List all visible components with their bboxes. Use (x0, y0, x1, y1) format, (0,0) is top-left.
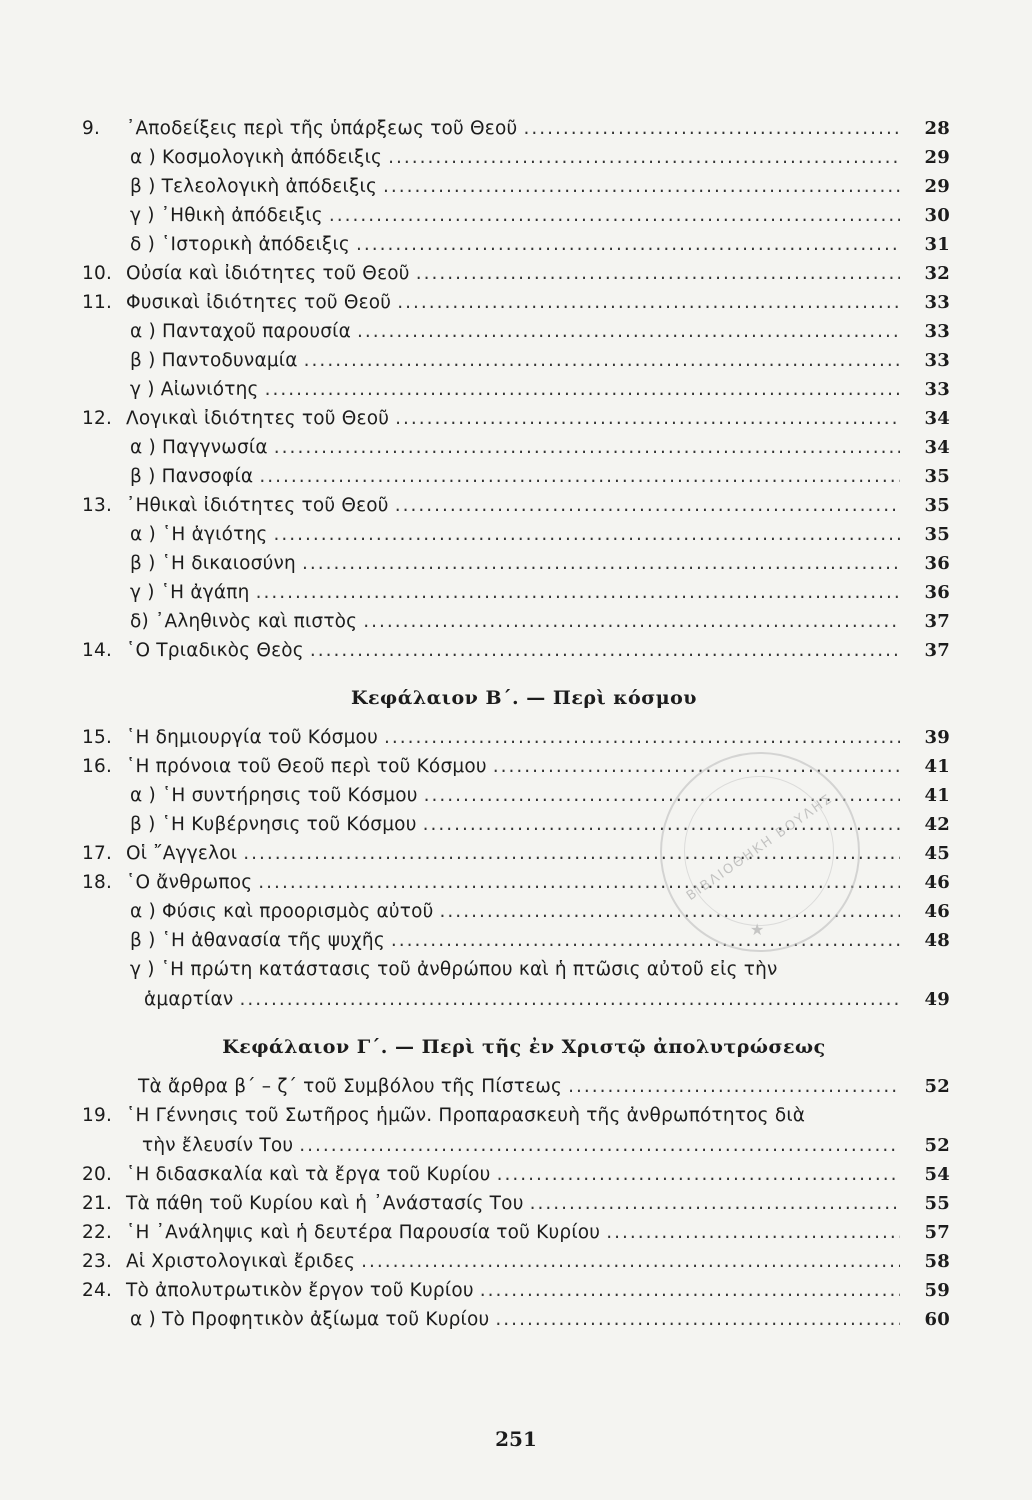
toc-entry (82, 1309, 950, 1338)
toc-entry-text: Οὐσία καὶ ἰδιότητες τοῦ Θεοῦ (126, 263, 410, 284)
chapter-heading-c: Κεφάλαιον Γ΄. — Περὶ τῆς ἐν Χριστῷ ἀπολυτρώσεως (222, 1036, 826, 1058)
toc-entry-text: Αἱ Χριστολογικαὶ ἔριδες (126, 1251, 356, 1272)
toc-page-number: 28 (924, 118, 950, 139)
toc-entry-text: Φυσικαὶ ἰδιότητες τοῦ Θεοῦ (126, 292, 392, 313)
leader-dots (416, 263, 900, 284)
toc-section-redemption (82, 1164, 950, 1338)
leader-dots (361, 1251, 900, 1272)
leader-dots (357, 321, 900, 342)
toc-entry-text: ῾Η Γέννησις τοῦ Σωτῆρος ἡμῶν. Προπαρασκευὴ τῆς ἀνθρωπότητος διὰ (126, 1105, 806, 1126)
toc-entry (82, 1164, 950, 1193)
toc-entry-text: β ) Πανσοφία (130, 466, 254, 487)
leader-dots (265, 379, 900, 400)
leader-dots (384, 727, 900, 748)
toc-page-number: 35 (924, 495, 950, 516)
toc-page-number: 36 (924, 582, 950, 603)
toc-entry-text: ῾Η ᾿Ανάληψις καὶ ἡ δευτέρα Παρουσία τοῦ Κυρίου (126, 1222, 601, 1243)
toc-page-number: 34 (924, 437, 950, 458)
toc-entry (82, 553, 950, 582)
toc-page-number: 41 (924, 785, 950, 806)
toc-entry (82, 234, 950, 263)
toc-entry-text: ῾Ο Τριαδικὸς Θεὸς (126, 640, 304, 661)
toc-entry (82, 1193, 950, 1222)
page-number: 251 (495, 1427, 537, 1451)
leader-dots (304, 350, 900, 371)
toc-entry (82, 495, 950, 524)
leader-dots (256, 582, 900, 603)
toc-entry-text: ῾Η πρόνοια τοῦ Θεοῦ περὶ τοῦ Κόσμου (126, 756, 487, 777)
toc-entry-text: γ ) ᾿Ηθικὴ ἀπόδειξις (130, 205, 323, 226)
table-of-contents (82, 118, 950, 1338)
toc-entry (82, 1251, 950, 1280)
toc-page-number: 34 (924, 408, 950, 429)
toc-page-number: 29 (924, 176, 950, 197)
toc-entry-text: α ) Κοσμολογικὴ ἀπόδειξις (130, 147, 383, 168)
toc-page-number: 33 (924, 321, 950, 342)
toc-page-number: 29 (924, 147, 950, 168)
leader-dots (395, 408, 900, 429)
leader-dots (363, 611, 900, 632)
toc-entry (82, 379, 950, 408)
toc-page-number: 60 (924, 1309, 950, 1330)
toc-page-number: 48 (924, 930, 950, 951)
leader-dots (356, 234, 900, 255)
toc-entry-text: α ) Τὸ Προφητικὸν ἀξίωμα τοῦ Κυρίου (130, 1309, 490, 1330)
leader-dots (495, 1309, 900, 1330)
leader-dots (274, 437, 900, 458)
toc-entry (82, 263, 950, 292)
toc-page-number: 57 (924, 1222, 950, 1243)
toc-entry (82, 1280, 950, 1309)
toc-entry (82, 1222, 950, 1251)
toc-entry-number: 20. (82, 1164, 113, 1185)
toc-entry-number: 23. (82, 1251, 113, 1272)
toc-entry-text: Οἱ ῎Αγγελοι (126, 843, 238, 864)
toc-page-number: 33 (924, 350, 950, 371)
toc-entry-text: α ) ῾Η ἁγιότης (130, 524, 268, 545)
toc-page-number: 36 (924, 553, 950, 574)
toc-entry-text: Λογικαὶ ἰδιότητες τοῦ Θεοῦ (126, 408, 390, 429)
toc-entry-text: ῾Η δημιουργία τοῦ Κόσμου (126, 727, 378, 748)
toc-entry-number: 18. (82, 872, 113, 893)
toc-entry-text: δ ) ῾Ιστορικὴ ἀπόδειξις (130, 234, 350, 255)
toc-entry-articles (82, 1076, 950, 1105)
toc-section-god (82, 118, 950, 669)
toc-entry (82, 582, 950, 611)
toc-entry-number: 9. (82, 118, 101, 139)
toc-entry-number: 24. (82, 1280, 113, 1301)
stamp-text: ΒΙΒΛΙΟΘΗΚΗ ΒΟΥΛΗΣ (683, 791, 836, 904)
toc-entry-text: γ ) ῾Η πρώτη κατάστασις τοῦ ἀνθρώπου καὶ ἡ πτῶσις αὐτοῦ εἰς τὴν (130, 959, 778, 980)
toc-page-number: 30 (924, 205, 950, 226)
toc-entry-text: ᾿Ηθικαὶ ἰδιότητες τοῦ Θεοῦ (126, 495, 389, 516)
toc-page-number: 39 (924, 727, 950, 748)
toc-entry-text: β ) ῾Η δικαιοσύνη (130, 553, 296, 574)
toc-entry-number: 10. (82, 263, 113, 284)
toc-entry-18g-line1 (82, 959, 950, 989)
leader-dots (239, 989, 900, 1010)
toc-entry-text: α ) Πανταχοῦ παρουσία (130, 321, 352, 342)
toc-entry (82, 408, 950, 437)
toc-page-number: 59 (924, 1280, 950, 1301)
leader-dots (568, 1076, 900, 1097)
toc-entry-text: γ ) ῾Η ἀγάπη (130, 582, 250, 603)
toc-entry (82, 321, 950, 350)
toc-entry-number: 17. (82, 843, 113, 864)
toc-entry-text: τὴν ἔλευσίν Του (142, 1135, 294, 1156)
toc-entry-text: γ ) Αἰωνιότης (130, 379, 259, 400)
toc-page-number: 35 (924, 524, 950, 545)
toc-entry-text: α ) ῾Η συντήρησις τοῦ Κόσμου (130, 785, 418, 806)
toc-page-number: 37 (924, 640, 950, 661)
toc-entry-text: ῾Η διδασκαλία καὶ τὰ ἔργα τοῦ Κυρίου (126, 1164, 491, 1185)
toc-page-number: 35 (924, 466, 950, 487)
leader-dots (606, 1222, 900, 1243)
toc-entry (82, 350, 950, 379)
toc-page-number: 33 (924, 292, 950, 313)
leader-dots (497, 1164, 900, 1185)
toc-entry-text: Τὰ πάθη τοῦ Κυρίου καὶ ἡ ᾿Ανάστασίς Του (126, 1193, 524, 1214)
toc-page-number: 41 (924, 756, 950, 777)
toc-page-number: 49 (924, 989, 950, 1010)
toc-entry-text: Τὰ ἄρθρα β΄ – ζ΄ τοῦ Συμβόλου τῆς Πίστεως (138, 1076, 563, 1097)
leader-dots (530, 1193, 900, 1214)
toc-entry-18g-line2 (82, 989, 950, 1018)
leader-dots (523, 118, 900, 139)
chapter-heading-b: Κεφάλαιον Β΄. — Περὶ κόσμου (350, 687, 697, 709)
toc-entry (82, 466, 950, 495)
toc-entry (82, 640, 950, 669)
leader-dots (383, 176, 900, 197)
leader-dots (299, 1135, 900, 1156)
toc-entry-text: ἁμαρτίαν (144, 989, 234, 1010)
toc-page-number: 32 (924, 263, 950, 284)
toc-page-number: 31 (924, 234, 950, 255)
toc-entry (82, 524, 950, 553)
toc-entry-number: 13. (82, 495, 113, 516)
toc-entry-text: β ) Παντοδυναμία (130, 350, 298, 371)
leader-dots (395, 495, 900, 516)
leader-dots (329, 205, 900, 226)
toc-entry (82, 292, 950, 321)
toc-entry-text: α ) Παγγνωσία (130, 437, 268, 458)
toc-entry-19-line2 (82, 1135, 950, 1164)
toc-page-number: 42 (924, 814, 950, 835)
leader-dots (302, 553, 900, 574)
toc-page-number: 37 (924, 611, 950, 632)
toc-entry-text: Τὸ ἀπολυτρωτικὸν ἔργον τοῦ Κυρίου (126, 1280, 474, 1301)
toc-entry (82, 205, 950, 234)
toc-entry-number: 19. (82, 1105, 113, 1126)
leader-dots (391, 930, 900, 951)
toc-entry-number: 12. (82, 408, 113, 429)
toc-entry-text: β ) Τελεολογικὴ ἀπόδειξις (130, 176, 377, 197)
leader-dots (388, 147, 900, 168)
toc-entry-number: 11. (82, 292, 113, 313)
toc-entry (82, 727, 950, 756)
toc-page-number: 54 (924, 1164, 950, 1185)
toc-entry-number: 14. (82, 640, 113, 661)
toc-entry-19-line1 (82, 1105, 950, 1135)
toc-page-number: 55 (924, 1193, 950, 1214)
toc-entry-text: ᾿Αποδείξεις περὶ τῆς ὑπάρξεως τοῦ Θεοῦ (126, 118, 518, 139)
leader-dots (273, 524, 900, 545)
toc-page-number: 52 (924, 1135, 950, 1156)
toc-entry-text: α ) Φύσις καὶ προορισμὸς αὐτοῦ (130, 901, 434, 922)
leader-dots (397, 292, 900, 313)
toc-entry (82, 930, 950, 959)
toc-entry (82, 118, 950, 147)
library-stamp (660, 752, 860, 952)
toc-entry-text: ῾Ο ἄνθρωπος (126, 872, 253, 893)
toc-entry-number: 16. (82, 756, 113, 777)
toc-entry-text: δ) ᾿Αληθινὸς καὶ πιστὸς (130, 611, 358, 632)
star-icon: ★ (750, 920, 765, 939)
leader-dots (480, 1280, 900, 1301)
toc-entry-number: 21. (82, 1193, 113, 1214)
toc-entry (82, 147, 950, 176)
toc-entry-text: β ) ῾Η ἀθανασία τῆς ψυχῆς (130, 930, 385, 951)
toc-entry (82, 176, 950, 205)
toc-entry (82, 437, 950, 466)
toc-entry-number: 15. (82, 727, 113, 748)
toc-page-number: 46 (924, 872, 950, 893)
toc-page-number: 45 (924, 843, 950, 864)
toc-page-number: 33 (924, 379, 950, 400)
toc-entry-number: 22. (82, 1222, 113, 1243)
toc-page-number: 46 (924, 901, 950, 922)
toc-page-number: 52 (924, 1076, 950, 1097)
toc-page-number: 58 (924, 1251, 950, 1272)
leader-dots (310, 640, 900, 661)
toc-entry (82, 611, 950, 640)
toc-entry-text: β ) ῾Η Κυβέρνησις τοῦ Κόσμου (130, 814, 417, 835)
leader-dots (259, 466, 900, 487)
